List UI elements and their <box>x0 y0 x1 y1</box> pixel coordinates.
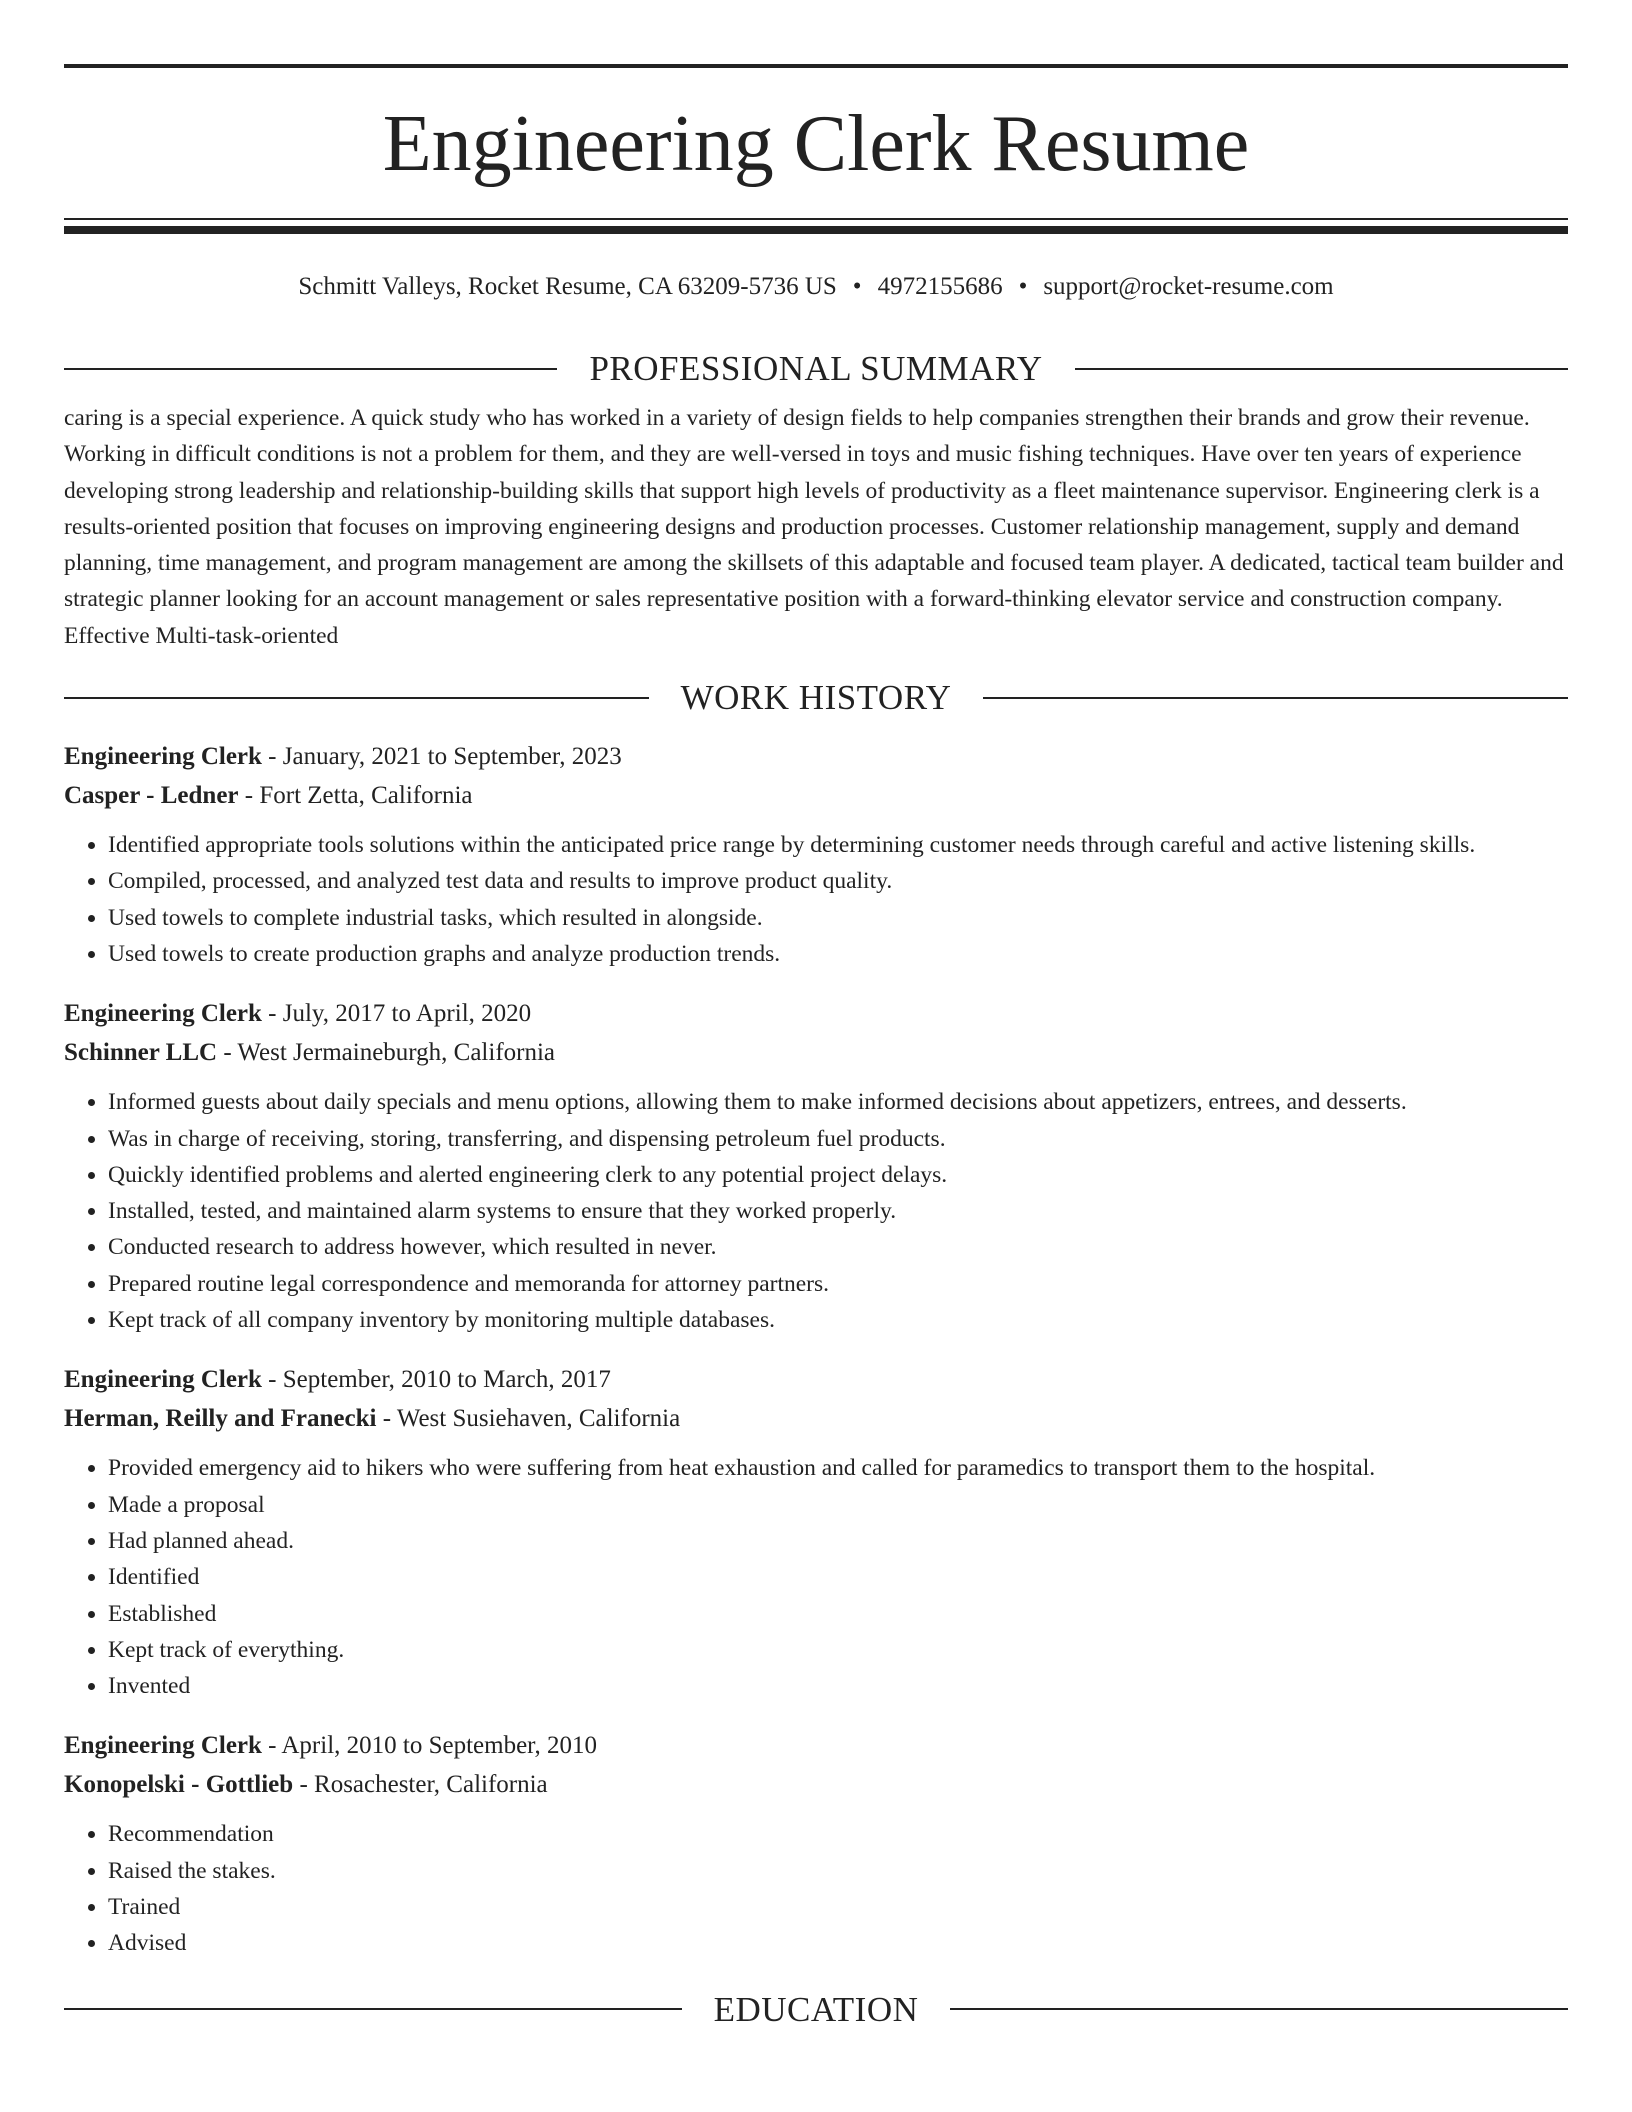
job-company-line <box>64 1399 1568 1438</box>
list-item: • Made a proposal <box>108 1487 1568 1523</box>
contact-separator: • <box>852 273 862 300</box>
list-item: • Raised the stakes. <box>108 1853 1568 1889</box>
heading-rule-left <box>64 2008 682 2010</box>
education-heading-label: EDUCATION <box>713 1989 919 2029</box>
list-item: • Kept track of everything. <box>108 1632 1568 1668</box>
job-entry <box>64 1360 1568 1704</box>
list-item: • Used towels to complete industrial tasks, which resulted in alongside. <box>108 900 1568 936</box>
heading-rule-right <box>1075 368 1568 370</box>
contact-separator: • <box>1018 273 1028 300</box>
job-bullet-list <box>64 1816 1568 1961</box>
job-entry <box>64 1726 1568 1961</box>
job-company: Herman, Reilly and Franecki <box>64 1405 377 1433</box>
heading-rule-left <box>64 697 649 699</box>
job-dates: - July, 2017 to April, 2020 <box>261 1000 532 1028</box>
list-item: • Invented <box>108 1668 1568 1704</box>
job-title: Engineering Clerk <box>64 1000 262 1028</box>
heading-rule-right <box>950 2008 1568 2010</box>
work-history-heading-label: WORK HISTORY <box>680 678 952 718</box>
list-item: • Recommendation <box>108 1816 1568 1852</box>
top-rule <box>64 64 1568 68</box>
job-company-line <box>64 776 1568 815</box>
list-item: • Had planned ahead. <box>108 1523 1568 1559</box>
job-bullet-list <box>64 1084 1568 1338</box>
job-location: - West Jermaineburgh, California <box>217 1039 556 1067</box>
list-item: • Prepared routine legal correspondence and memoranda for attorney partners. <box>108 1266 1568 1302</box>
job-location: - West Susiehaven, California <box>376 1405 681 1433</box>
contact-line <box>64 274 1568 299</box>
job-location: - Rosachester, California <box>293 1771 548 1799</box>
work-history-heading <box>64 678 1568 718</box>
heading-rule-right <box>983 697 1568 699</box>
job-company: Casper - Ledner <box>64 782 239 810</box>
job-title: Engineering Clerk <box>64 1732 262 1760</box>
job-company-line <box>64 1765 1568 1804</box>
list-item: • Identified <box>108 1559 1568 1595</box>
job-company: Konopelski - Gottlieb <box>64 1771 294 1799</box>
list-item: • Quickly identified problems and alerted engineering clerk to any potential project delays. <box>108 1157 1568 1193</box>
job-list <box>64 737 1568 1962</box>
job-dates: - September, 2010 to March, 2017 <box>261 1366 611 1394</box>
heading-rule-left <box>64 368 557 370</box>
job-bullet-list <box>64 1450 1568 1704</box>
job-title-line <box>64 994 1568 1033</box>
job-company-line <box>64 1033 1568 1072</box>
job-dates: - January, 2021 to September, 2023 <box>261 743 622 771</box>
summary-heading-label: PROFESSIONAL SUMMARY <box>589 349 1043 388</box>
list-item: • Used towels to create production graphs and analyze production trends. <box>108 936 1568 972</box>
job-entry <box>64 737 1568 972</box>
job-title-line <box>64 737 1568 776</box>
job-title-line <box>64 1726 1568 1765</box>
list-item: • Provided emergency aid to hikers who were suffering from heat exhaustion and called for paramedics to transport them to the hospital. <box>108 1450 1568 1486</box>
list-item: • Was in charge of receiving, storing, transferring, and dispensing petroleum fuel products. <box>108 1121 1568 1157</box>
resume-title: Engineering Clerk Resume <box>382 100 1250 188</box>
contact-email: support@rocket-resume.com <box>1043 273 1334 300</box>
list-item: • Compiled, processed, and analyzed test data and results to improve product quality. <box>108 863 1568 899</box>
job-dates: - April, 2010 to September, 2010 <box>261 1732 597 1760</box>
list-item: • Advised <box>108 1925 1568 1961</box>
title-double-rule <box>64 218 1568 226</box>
job-title: Engineering Clerk <box>64 1366 262 1394</box>
job-entry <box>64 994 1568 1338</box>
list-item: • Installed, tested, and maintained alarm systems to ensure that they worked properly. <box>108 1193 1568 1229</box>
job-company: Schinner LLC <box>64 1039 218 1067</box>
list-item: • Kept track of all company inventory by monitoring multiple databases. <box>108 1302 1568 1338</box>
list-item: • Conducted research to address however, which resulted in never. <box>108 1229 1568 1265</box>
summary-text: caring is a special experience. A quick study who has worked in a variety of design fields to help companies strengthen their brands and grow their revenue. Working in difficult conditions is not a problem for them, and they are well-versed in toys and music fishing techniques. Have over ten years of experience developing strong leadership and relationship-building skills that support high levels of productivity as a fleet maintenance supervisor. Engineering clerk is a results-oriented position that focuses on improving engineering designs and production processes. Customer relationship management, supply and demand planning, time management, and program management are among the skillsets of this adaptable and focused team player. A dedicated, tactical team builder and strategic planner looking for an account management or sales representative position with a forward-thinking elevator service and construction company. Effective Multi-task-oriented <box>64 405 1564 649</box>
contact-address: Schmitt Valleys, Rocket Resume, CA 63209-5736 US <box>298 273 837 300</box>
job-location: - Fort Zetta, California <box>238 782 473 810</box>
job-title-line <box>64 1360 1568 1399</box>
contact-phone: 4972155686 <box>877 273 1003 300</box>
summary-heading <box>64 351 1568 386</box>
list-item: • Identified appropriate tools solutions within the anticipated price range by determining customer needs through careful and active listening skills. <box>108 827 1568 863</box>
resume-page <box>64 64 1568 2041</box>
list-item: • Established <box>108 1596 1568 1632</box>
list-item: • Trained <box>108 1889 1568 1925</box>
list-item: • Informed guests about daily specials and menu options, allowing them to make informed decisions about appetizers, entrees, and desserts. <box>108 1084 1568 1120</box>
education-heading <box>64 1989 1568 2029</box>
job-bullet-list <box>64 827 1568 972</box>
job-title: Engineering Clerk <box>64 743 262 771</box>
